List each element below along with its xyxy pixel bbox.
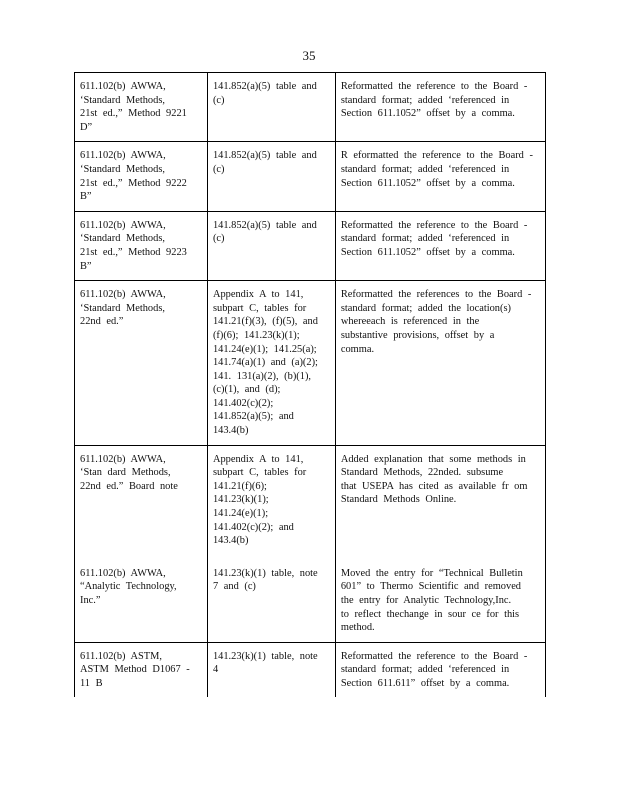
federal-source-cell: 141.852(a)(5) table and (c): [207, 211, 335, 280]
page-number: 35: [302, 48, 316, 63]
section-cell: 611.102(b) AWWA, ‘Standard Methods, 21st ed.,” Method 9221 D”: [75, 73, 208, 142]
federal-source-cell: 141.23(k)(1) table, note 7 and (c): [207, 560, 335, 642]
table-row: [75, 642, 546, 696]
description-cell: R eformatted the reference to the Board - standard format; added ‘referenced in Section 611.1052” offset by a comma.: [335, 142, 545, 211]
amendment-table: [74, 72, 546, 697]
section-cell: 611.102(b) AWWA, ‘Standard Methods, 21st ed.,” Method 9223 B”: [75, 211, 208, 280]
table-row: [75, 211, 546, 280]
section-cell: 611.102(b) AWWA, ‘Standard Methods, 21st ed.,” Method 9222 B”: [75, 142, 208, 211]
federal-source-cell: Appendix A to 141, subpart C, tables for 141.21(f)(3), (f)(5), and (f)(6); 141.23(k)(1); 141.24(e)(1); 141.25(a); 141.74(a)(1) and (a)(2); 141. 131(a)(2), (b)(1), (c)(1), and (d); 141.402(c)(2); 141.852(a)(5); and 143.4(b): [207, 281, 335, 446]
federal-source-cell: 141.23(k)(1) table, note 4: [207, 642, 335, 696]
section-cell: 611.102(b) AWWA, “Analytic Technology, Inc.”: [75, 560, 208, 642]
description-cell: Reformatted the references to the Board - standard format; added the location(s) whereeach is referenced in the substantive provisions, offset by a comma.: [335, 281, 545, 446]
description-cell: Reformatted the reference to the Board - standard format; added ‘referenced in Section 611.611” offset by a comma.: [335, 642, 545, 696]
table-row: [75, 560, 546, 642]
federal-source-cell: 141.852(a)(5) table and (c): [207, 73, 335, 142]
section-cell: 611.102(b) AWWA, ‘Stan dard Methods, 22nd ed.” Board note: [75, 445, 208, 560]
section-cell: 611.102(b) ASTM, ASTM Method D1067 - 11 B: [75, 642, 208, 696]
description-cell: Added explanation that some methods in Standard Methods, 22nded. subsume that USEPA has cited as available fr om Standard Methods Online.: [335, 445, 545, 560]
description-cell: Reformatted the reference to the Board - standard format; added ‘referenced in Section 611.1052” offset by a comma.: [335, 211, 545, 280]
federal-source-cell: Appendix A to 141, subpart C, tables for 141.21(f)(6); 141.23(k)(1); 141.24(e)(1); 141.402(c)(2); and 143.4(b): [207, 445, 335, 560]
section-cell: 611.102(b) AWWA, ‘Standard Methods, 22nd ed.”: [75, 281, 208, 446]
table-row: [75, 73, 546, 142]
table-row: [75, 445, 546, 560]
federal-source-cell: 141.852(a)(5) table and (c): [207, 142, 335, 211]
description-cell: Reformatted the reference to the Board - standard format; added ‘referenced in Section 611.1052” offset by a comma.: [335, 73, 545, 142]
table-row: [75, 281, 546, 446]
table-row: [75, 142, 546, 211]
description-cell: Moved the entry for “Technical Bulletin 601” to Thermo Scientific and removed the entry for Analytic Technology,Inc. to reflect thechange in sour ce for this method.: [335, 560, 545, 642]
